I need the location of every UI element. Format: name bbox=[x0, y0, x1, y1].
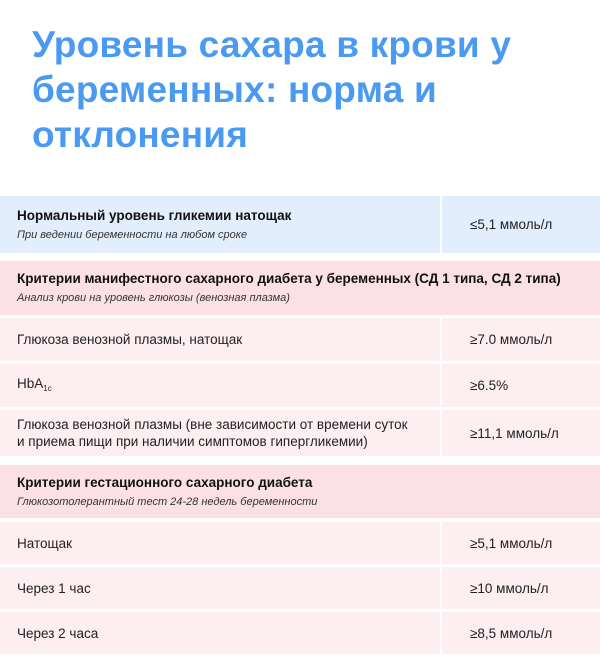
table-row bbox=[0, 364, 600, 407]
row-label-cell bbox=[0, 318, 440, 361]
table-row bbox=[0, 612, 600, 654]
row-value: ≥7.0 ммоль/л bbox=[470, 332, 553, 347]
row-label: Глюкоза венозной плазмы, натощак bbox=[17, 332, 243, 347]
gestational-diabetes-heading: Критерии гестационного сахарного диабета bbox=[17, 474, 313, 490]
row-value-cell bbox=[442, 318, 600, 361]
row-label-cell bbox=[0, 612, 440, 654]
gestational-diabetes-header-cell bbox=[0, 465, 600, 518]
row-label-cell bbox=[0, 567, 440, 609]
normal-glycemia-row bbox=[0, 196, 600, 253]
row-value: ≥11,1 ммоль/л bbox=[470, 425, 559, 441]
table-row bbox=[0, 410, 600, 456]
gestational-diabetes-header bbox=[0, 465, 600, 518]
row-label-line-1: Глюкоза венозной плазмы (вне зависимости от времени суток bbox=[17, 417, 408, 432]
row-value-cell bbox=[442, 612, 600, 654]
table-row bbox=[0, 522, 600, 564]
row-label: Через 1 час bbox=[17, 580, 91, 596]
manifest-diabetes-header-cell bbox=[0, 261, 600, 315]
row-label-cell bbox=[0, 522, 440, 564]
gestational-diabetes-subheading: Глюкозотолерантный тест 24-28 недель беременности bbox=[17, 495, 318, 508]
row-label-cell bbox=[0, 410, 440, 456]
hba-label: HbA bbox=[17, 375, 44, 391]
normal-glycemia-subheading: При ведении беременности на любом сроке bbox=[17, 228, 248, 241]
row-label-cell bbox=[0, 364, 440, 407]
row-value-cell bbox=[442, 567, 600, 609]
hba-subscript: 1c bbox=[43, 383, 52, 393]
row-label: Натощак bbox=[17, 535, 73, 551]
row-value-cell bbox=[442, 364, 600, 407]
row-value: ≥6.5% bbox=[470, 378, 509, 393]
row-value: ≥10 ммоль/л bbox=[470, 580, 549, 596]
row-label-line-2: и приема пищи при наличии симптомов гипергликемии) bbox=[17, 434, 368, 449]
row-label bbox=[17, 375, 432, 397]
row-value: ≥5,1 ммоль/л bbox=[470, 535, 553, 551]
table-row bbox=[0, 318, 600, 361]
normal-glycemia-label-cell bbox=[0, 196, 440, 253]
manifest-diabetes-subheading: Анализ крови на уровень глюкозы (венозная плазма) bbox=[17, 292, 290, 304]
normal-glycemia-heading: Нормальный уровень гликемии натощак bbox=[17, 207, 292, 223]
row-value: ≥8,5 ммоль/л bbox=[470, 625, 553, 641]
table-row bbox=[0, 567, 600, 609]
row-value-cell bbox=[442, 522, 600, 564]
page-title: Уровень сахара в крови у беременных: норма и отклонения bbox=[32, 24, 512, 155]
normal-glycemia-value-cell bbox=[442, 196, 600, 253]
manifest-diabetes-header bbox=[0, 261, 600, 315]
manifest-diabetes-heading: Критерии манифестного сахарного диабета у беременных (СД 1 типа, СД 2 типа) bbox=[17, 271, 561, 286]
normal-glycemia-value: ≤5,1 ммоль/л bbox=[470, 217, 553, 232]
row-label: Через 2 часа bbox=[17, 625, 99, 641]
row-value-cell bbox=[442, 410, 600, 456]
